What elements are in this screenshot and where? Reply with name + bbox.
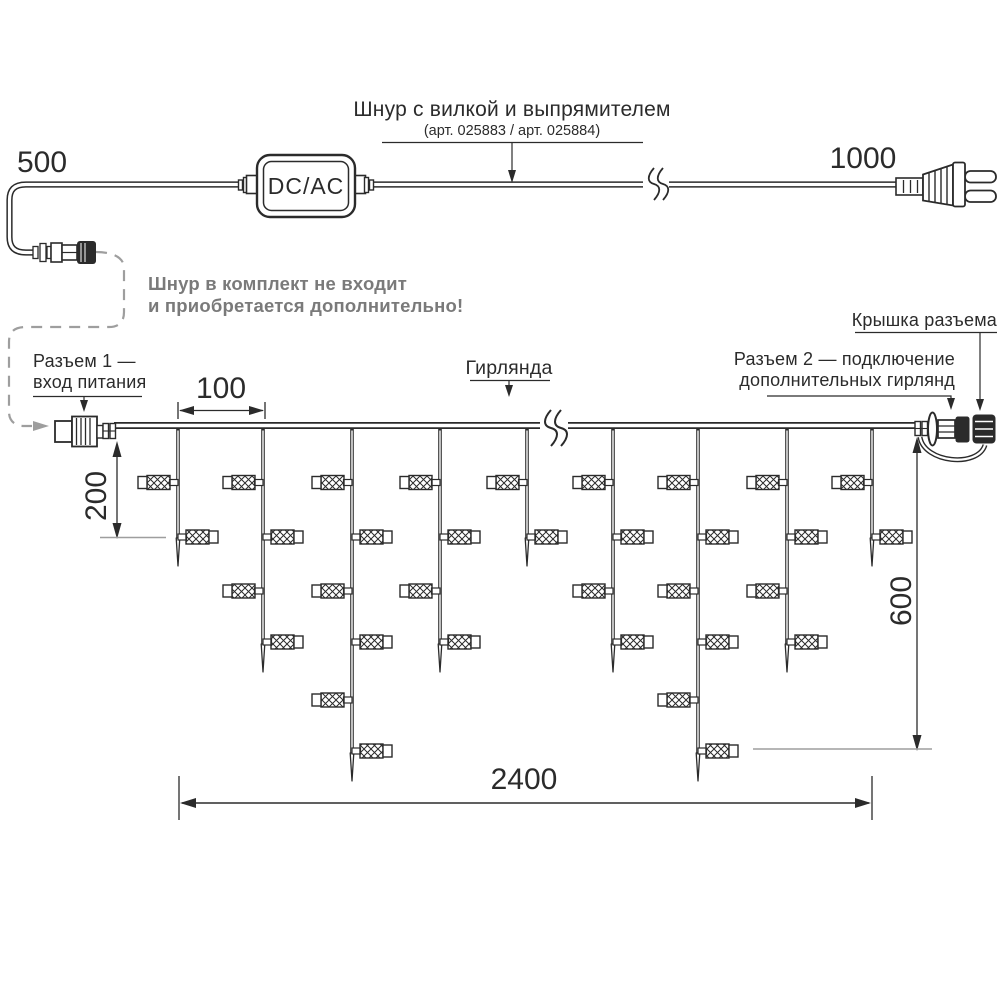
connector2-line2: дополнительных гирлянд bbox=[739, 370, 955, 390]
dashed-arrowhead-icon bbox=[33, 421, 49, 431]
garland-start-connector bbox=[55, 417, 116, 447]
cord-articles: (арт. 025883 / арт. 025884) bbox=[423, 123, 601, 139]
lamp-icon bbox=[698, 530, 738, 544]
lamp-icon bbox=[263, 530, 303, 544]
lamp-icon bbox=[312, 693, 352, 707]
lamp-icon bbox=[573, 584, 613, 598]
lamp-icon bbox=[787, 530, 827, 544]
dashed-route bbox=[9, 252, 124, 431]
lamp-icon bbox=[613, 530, 653, 544]
lamp-icon bbox=[658, 476, 698, 490]
dim-1000-label: 1000 bbox=[829, 142, 897, 175]
cord-break-icon bbox=[643, 166, 669, 204]
lamp-icon bbox=[832, 476, 872, 490]
lamp-icon bbox=[440, 530, 480, 544]
connector1-line2: вход питания bbox=[33, 372, 147, 392]
lamp-icon bbox=[698, 635, 738, 649]
lamp-icon bbox=[440, 635, 480, 649]
connector2-line1: Разъем 2 — подключение bbox=[733, 349, 955, 369]
power-input-connector bbox=[33, 241, 96, 264]
cap-label: Крышка разъема bbox=[851, 310, 997, 330]
lamp-icon bbox=[400, 476, 440, 490]
drop-tip bbox=[525, 538, 529, 566]
garland-label: Гирлянда bbox=[465, 357, 553, 379]
garland-drop bbox=[312, 428, 392, 781]
lamp-icon bbox=[787, 635, 827, 649]
connector-cap-icon bbox=[973, 415, 996, 444]
cord-title: Шнур с вилкой и выпрямителем bbox=[353, 98, 671, 121]
drop-tip bbox=[611, 644, 615, 672]
lamp-icon bbox=[138, 476, 178, 490]
garland-drops-layer bbox=[138, 428, 912, 781]
connector2-callout bbox=[734, 349, 955, 410]
cord-title-callout bbox=[353, 98, 670, 183]
dim-2400-label: 2400 bbox=[490, 763, 558, 796]
garland-drop bbox=[573, 428, 653, 672]
garland-drop bbox=[138, 428, 218, 566]
garland-drop bbox=[832, 428, 912, 566]
lamp-icon bbox=[613, 635, 653, 649]
connector1-callout bbox=[33, 351, 146, 412]
lamp-icon bbox=[872, 530, 912, 544]
lamp-icon bbox=[658, 584, 698, 598]
lamp-icon bbox=[698, 744, 738, 758]
lamp-icon bbox=[178, 530, 218, 544]
garland-drop bbox=[487, 428, 567, 566]
dim-2400 bbox=[179, 763, 872, 820]
note-line2: и приобретается дополнительно! bbox=[148, 295, 464, 316]
connector1-line1: Разъем 1 — bbox=[33, 351, 136, 371]
drop-tip bbox=[696, 753, 700, 781]
drop-tip bbox=[350, 753, 354, 781]
lamp-icon bbox=[658, 693, 698, 707]
dim-100-label: 100 bbox=[195, 372, 247, 405]
garland-drop bbox=[223, 428, 303, 672]
garland-callout bbox=[465, 357, 552, 397]
lamp-icon bbox=[263, 635, 303, 649]
garland-drop bbox=[747, 428, 827, 672]
lamp-icon bbox=[352, 744, 392, 758]
lamp-icon bbox=[747, 476, 787, 490]
power-cord-left-wire bbox=[10, 185, 251, 253]
dim-100 bbox=[178, 372, 265, 419]
lamp-icon bbox=[223, 584, 263, 598]
lamp-icon bbox=[400, 584, 440, 598]
converter-label: DC/AC bbox=[267, 173, 345, 199]
drop-tip bbox=[870, 538, 874, 566]
lamp-icon bbox=[312, 476, 352, 490]
lamp-icon bbox=[223, 476, 263, 490]
lamp-icon bbox=[487, 476, 527, 490]
drop-tip bbox=[785, 644, 789, 672]
lamp-icon bbox=[747, 584, 787, 598]
garland-drop bbox=[658, 428, 738, 781]
dim-200-label: 200 bbox=[80, 470, 113, 522]
garland-break-icon bbox=[540, 408, 568, 448]
lamp-icon bbox=[573, 476, 613, 490]
lamp-icon bbox=[352, 635, 392, 649]
garland-end-connector bbox=[915, 413, 996, 460]
drop-tip bbox=[261, 644, 265, 672]
note-line1: Шнур в комплект не входит bbox=[148, 273, 407, 294]
lamp-icon bbox=[527, 530, 567, 544]
dim-600-label: 600 bbox=[885, 575, 918, 627]
drop-tip bbox=[438, 644, 442, 672]
lamp-icon bbox=[352, 530, 392, 544]
garland-drop bbox=[400, 428, 480, 672]
dc-ac-converter bbox=[239, 155, 374, 217]
lamp-icon bbox=[312, 584, 352, 598]
drop-tip bbox=[176, 538, 180, 566]
dim-500-label: 500 bbox=[16, 146, 68, 179]
plug-icon bbox=[896, 163, 996, 207]
